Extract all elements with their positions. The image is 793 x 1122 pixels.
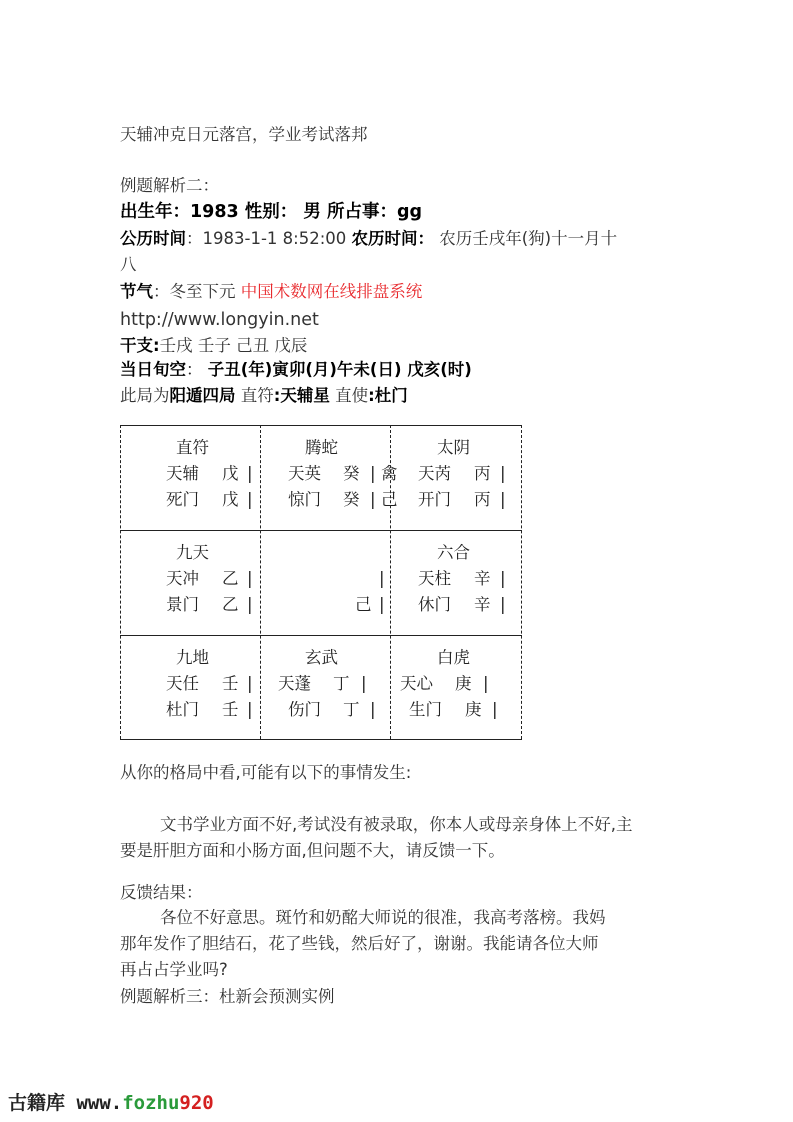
lunar-cont: 八 [120, 255, 137, 274]
example2-title: 例题解析二： [120, 176, 219, 195]
ju-line [120, 385, 408, 407]
chart-separator: | [370, 490, 376, 509]
chart-separator: | [492, 700, 498, 719]
chart-cell-text: 玄武 [305, 648, 338, 667]
chart-cell-text: 六合 [437, 543, 470, 562]
birth-year: 1983 [190, 202, 239, 222]
chart-cell-text: 天芮 [418, 464, 451, 483]
chart-cell-text: 庚 [465, 700, 482, 719]
lunar-label: 农历时间： [351, 229, 434, 248]
birth-label: 出生年： [120, 202, 190, 222]
chart-separator: | [247, 490, 253, 509]
grid-line [120, 425, 121, 739]
analysis-intro: 从你的格局中看,可能有以下的事情发生: [120, 763, 412, 782]
ganzhi-line [120, 335, 307, 357]
chart-cell-text: 己 [381, 490, 398, 509]
chart-cell-text: 癸 [343, 490, 360, 509]
chart-separator: | [483, 674, 489, 693]
solar-label: 公历时间 [120, 229, 186, 248]
chart-cell-text: 景门 [166, 595, 199, 614]
chart-cell-text: 休门 [418, 595, 451, 614]
chart-cell-text: 壬 [222, 674, 239, 693]
matter-label: 所占事： [320, 202, 397, 222]
chart-cell-text: 天冲 [166, 569, 199, 588]
grid-line [120, 739, 522, 740]
www: www. [76, 1092, 123, 1114]
chart-cell-text: 辛 [474, 569, 491, 588]
chart-cell-text: 禽 [381, 464, 398, 483]
gender-label: 性别： [238, 202, 304, 222]
zhishi-value: :杜门 [368, 386, 408, 405]
chart-cell-text: 天心 [400, 674, 433, 693]
domain-red: 920 [179, 1092, 214, 1114]
grid-line [521, 425, 522, 739]
chart-separator: | [379, 569, 385, 588]
xunkong-label: 当日旬空 [120, 360, 186, 379]
ju-prefix: 此局为 [120, 386, 170, 405]
chart-cell-text: 开门 [418, 490, 451, 509]
feedback-line: 各位不好意思。斑竹和奶酩大师说的很准，我高考落榜。我妈 [160, 908, 606, 927]
chart-cell-text: 天辅 [166, 464, 199, 483]
ganzhi-label: 干支: [120, 336, 160, 355]
feedback-line: 再占占学业吗? [120, 960, 228, 979]
birth-line [120, 201, 422, 223]
chart-cell-text: 乙 [222, 569, 239, 588]
chart-separator: | [500, 464, 506, 483]
chart-separator: | [247, 700, 253, 719]
chart-separator: | [247, 464, 253, 483]
sep: ： [186, 360, 208, 379]
chart-separator: | [500, 490, 506, 509]
xunkong-value: 子丑(年)寅卯(月)午未(日) 戊亥(时) [207, 360, 472, 379]
zhishi-label: 直使 [329, 386, 369, 405]
chart-separator: | [361, 674, 367, 693]
sep: ： [186, 229, 203, 248]
zhifu-label: 直符 [235, 386, 274, 405]
solar-line [120, 228, 617, 250]
chart-cell-text: 九天 [176, 543, 209, 562]
chart-separator: | [370, 464, 376, 483]
lunar-value: 农历壬戌年(狗)十一月十 [434, 229, 618, 248]
chart-cell-text: 丁 [333, 674, 350, 693]
chart-cell-text: 生门 [409, 700, 442, 719]
brand: 古籍库 [8, 1092, 77, 1114]
chart-cell-text: 太阴 [437, 438, 470, 457]
jieqi-value: 冬至下元 [169, 282, 241, 301]
chart-cell-text: 丙 [474, 490, 491, 509]
chart-cell-text: 己 [355, 595, 372, 614]
chart-cell-text: 九地 [176, 648, 209, 667]
jieqi-line [120, 281, 422, 303]
ganzhi-value: 壬戌 壬子 己丑 戊辰 [159, 336, 308, 355]
chart-cell-text: 丁 [343, 700, 360, 719]
chart-separator: | [247, 595, 253, 614]
analysis-line: 文书学业方面不好,考试没有被录取，你本人或母亲身体上不好,主 [160, 815, 633, 834]
url-text: http://www.longyin.net [120, 310, 319, 330]
chart-separator: | [379, 595, 385, 614]
chart-cell-text: 癸 [343, 464, 360, 483]
chart-cell-text: 直符 [176, 438, 209, 457]
chart-separator: | [500, 569, 506, 588]
grid-line [120, 425, 522, 426]
chart-cell-text: 天柱 [418, 569, 451, 588]
chart-cell-text: 死门 [166, 490, 199, 509]
zhifu-value: :天辅星 [273, 386, 330, 405]
gender: 男 [303, 202, 321, 222]
feedback-line: 那年发作了胆结石，花了些钱，然后好了，谢谢。我能请各位大师 [120, 934, 599, 953]
chart-cell-text: 乙 [222, 595, 239, 614]
solar-value: 1983-1-1 8:52:00 [202, 229, 352, 248]
feedback-label: 反馈结果： [120, 883, 203, 902]
chart-separator: | [247, 674, 253, 693]
chart-cell-text: 惊门 [288, 490, 321, 509]
grid-line [260, 425, 261, 739]
chart-cell-text: 戊 [222, 490, 239, 509]
domain-green: fozhu [122, 1092, 180, 1114]
chart-cell-text: 丙 [474, 464, 491, 483]
sep: ： [153, 282, 170, 301]
watermark-footer [8, 1088, 214, 1115]
heading-line: 天辅冲克日元落宫，学业考试落邦 [120, 125, 368, 144]
chart-cell-text: 庚 [455, 674, 472, 693]
chart-cell-text: 杜门 [166, 700, 199, 719]
chart-cell-text: 壬 [222, 700, 239, 719]
grid-line [120, 530, 522, 531]
chart-cell-text: 辛 [474, 595, 491, 614]
chart-cell-text: 天任 [166, 674, 199, 693]
analysis-line: 要是肝胆方面和小肠方面,但问题不大，请反馈一下。 [120, 841, 505, 860]
chart-cell-text: 天英 [288, 464, 321, 483]
chart-cell-text: 白虎 [437, 648, 470, 667]
chart-cell-text: 伤门 [288, 700, 321, 719]
jieqi-label: 节气 [120, 282, 153, 301]
chart-cell-text: 腾蛇 [305, 438, 338, 457]
chart-separator: | [247, 569, 253, 588]
grid-line [120, 635, 522, 636]
ju-name: 阳遁四局 [169, 386, 236, 405]
chart-cell-text: 天蓬 [278, 674, 311, 693]
example3-title: 例题解析三：杜新会预测实例 [120, 987, 335, 1006]
qimen-chart [120, 425, 522, 739]
chart-cell-text: 戊 [222, 464, 239, 483]
xunkong-line [120, 359, 472, 381]
paipan-link[interactable]: 中国术数网在线排盘系统 [240, 282, 423, 301]
matter: gg [397, 202, 423, 222]
chart-separator: | [370, 700, 376, 719]
chart-separator: | [500, 595, 506, 614]
